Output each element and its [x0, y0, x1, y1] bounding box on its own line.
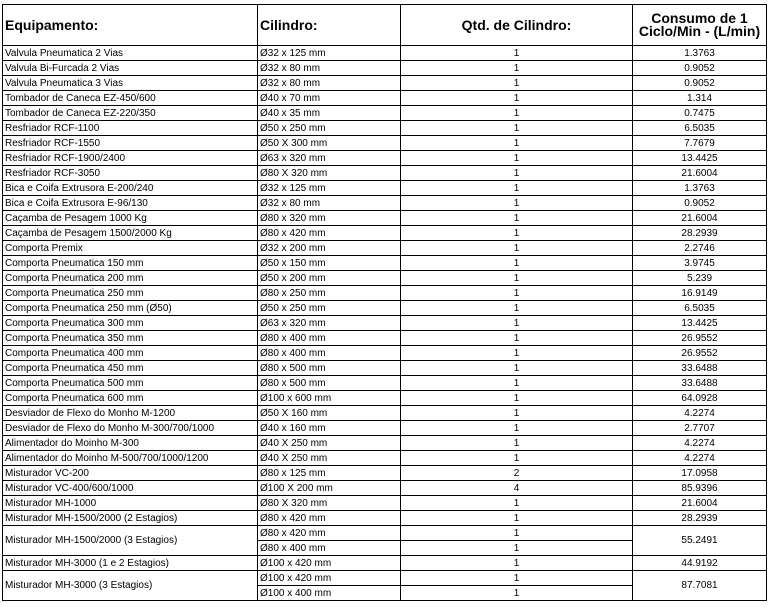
table-row	[3, 241, 767, 256]
cell-consumption: 6.5035	[633, 301, 767, 316]
cell-equipment: Tombador de Caneca EZ-450/600	[3, 91, 258, 106]
header-consumption-line1: Consumo de 1	[651, 10, 748, 26]
cell-qty: 1	[401, 346, 633, 361]
table-row	[3, 511, 767, 526]
table-row	[3, 196, 767, 211]
cell-equipment: Comporta Pneumatica 500 mm	[3, 376, 258, 391]
cell-cylinder: Ø50 X 300 mm	[258, 136, 401, 151]
table-row	[3, 361, 767, 376]
cell-consumption: 4.2274	[633, 406, 767, 421]
cell-equipment: Bica e Coifa Extrusora E-200/240	[3, 181, 258, 196]
cell-consumption: 4.2274	[633, 436, 767, 451]
cell-consumption: 13.4425	[633, 316, 767, 331]
table-row	[3, 136, 767, 151]
table-row	[3, 106, 767, 121]
cell-qty: 1	[401, 421, 633, 436]
cell-consumption: 1.314	[633, 91, 767, 106]
cell-cylinder: Ø80 x 250 mm	[258, 286, 401, 301]
cell-cylinder: Ø32 x 125 mm	[258, 46, 401, 61]
cell-equipment: Comporta Pneumatica 250 mm (Ø50)	[3, 301, 258, 316]
cell-consumption: 33.6488	[633, 361, 767, 376]
cell-consumption: 17.0958	[633, 466, 767, 481]
cell-consumption: 21.6004	[633, 166, 767, 181]
cell-qty: 1	[401, 511, 633, 526]
cell-cylinder: Ø80 x 500 mm	[258, 376, 401, 391]
cell-equipment: Resfriador RCF-3050	[3, 166, 258, 181]
table-row	[3, 46, 767, 61]
cell-qty: 1	[401, 436, 633, 451]
table-row	[3, 406, 767, 421]
cell-consumption: 6.5035	[633, 121, 767, 136]
table-row	[3, 436, 767, 451]
cell-cylinder: Ø80 x 320 mm	[258, 211, 401, 226]
cell-qty: 1	[401, 226, 633, 241]
table-row	[3, 496, 767, 511]
cell-qty: 1	[401, 211, 633, 226]
cell-consumption: 55.2491	[633, 526, 767, 556]
table-row	[3, 181, 767, 196]
cell-consumption: 85.9396	[633, 481, 767, 496]
cell-consumption: 3.9745	[633, 256, 767, 271]
cell-qty: 1	[401, 376, 633, 391]
cell-cylinder: Ø80 x 420 mm	[258, 226, 401, 241]
cell-qty: 1	[401, 271, 633, 286]
cell-consumption: 2.2746	[633, 241, 767, 256]
cell-qty: 2	[401, 466, 633, 481]
cell-cylinder: Ø32 x 80 mm	[258, 61, 401, 76]
table-row	[3, 571, 767, 586]
cell-equipment: Misturador MH-1000	[3, 496, 258, 511]
cell-consumption: 13.4425	[633, 151, 767, 166]
cell-equipment: Tombador de Caneca EZ-220/350	[3, 106, 258, 121]
cell-qty: 1	[401, 301, 633, 316]
cell-cylinder: Ø80 X 320 mm	[258, 496, 401, 511]
cell-qty: 1	[401, 76, 633, 91]
cell-cylinder: Ø100 x 400 mm	[258, 586, 401, 601]
cell-equipment: Comporta Pneumatica 300 mm	[3, 316, 258, 331]
table-body	[3, 46, 767, 601]
cell-equipment: Comporta Pneumatica 600 mm	[3, 391, 258, 406]
consumption-table-container	[2, 4, 767, 601]
table-row	[3, 271, 767, 286]
table-row	[3, 331, 767, 346]
cell-cylinder: Ø80 x 500 mm	[258, 361, 401, 376]
cell-equipment: Comporta Pneumatica 150 mm	[3, 256, 258, 271]
cell-qty: 1	[401, 286, 633, 301]
cell-qty: 1	[401, 61, 633, 76]
cell-equipment: Comporta Pneumatica 200 mm	[3, 271, 258, 286]
cell-consumption: 33.6488	[633, 376, 767, 391]
cell-cylinder: Ø50 x 200 mm	[258, 271, 401, 286]
table-row	[3, 301, 767, 316]
header-consumption	[633, 5, 767, 46]
cell-cylinder: Ø32 x 80 mm	[258, 196, 401, 211]
cell-qty: 1	[401, 196, 633, 211]
cell-qty: 1	[401, 331, 633, 346]
cell-cylinder: Ø63 x 320 mm	[258, 316, 401, 331]
header-consumption-line2: Ciclo/Min - (L/min)	[638, 23, 761, 39]
cell-consumption: 0.9052	[633, 196, 767, 211]
cell-consumption: 0.7475	[633, 106, 767, 121]
cell-equipment: Desviador de Flexo do Monho M-300/700/1000	[3, 421, 258, 436]
cell-cylinder: Ø40 x 70 mm	[258, 91, 401, 106]
cell-cylinder: Ø100 x 420 mm	[258, 556, 401, 571]
cell-cylinder: Ø40 x 160 mm	[258, 421, 401, 436]
table-row	[3, 421, 767, 436]
cell-cylinder: Ø50 x 250 mm	[258, 301, 401, 316]
cell-consumption: 4.2274	[633, 451, 767, 466]
cell-consumption: 0.9052	[633, 61, 767, 76]
table-row	[3, 451, 767, 466]
cell-cylinder: Ø80 x 125 mm	[258, 466, 401, 481]
table-row	[3, 226, 767, 241]
table-row	[3, 556, 767, 571]
cell-equipment: Misturador MH-1500/2000 (2 Estagios)	[3, 511, 258, 526]
cell-consumption: 28.2939	[633, 226, 767, 241]
cell-cylinder: Ø32 x 125 mm	[258, 181, 401, 196]
cell-consumption: 5.239	[633, 271, 767, 286]
table-row	[3, 61, 767, 76]
cell-cylinder: Ø100 X 200 mm	[258, 481, 401, 496]
cell-equipment: Misturador MH-1500/2000 (3 Estagios)	[3, 526, 258, 556]
cell-consumption: 44.9192	[633, 556, 767, 571]
cell-qty: 1	[401, 166, 633, 181]
header-qty: Qtd. de Cilindro:	[401, 5, 633, 46]
cell-consumption: 21.6004	[633, 496, 767, 511]
cell-cylinder: Ø50 x 250 mm	[258, 121, 401, 136]
cell-equipment: Valvula Pneumatica 2 Vias	[3, 46, 258, 61]
cell-consumption: 2.7707	[633, 421, 767, 436]
cell-consumption: 1.3763	[633, 181, 767, 196]
cell-qty: 1	[401, 391, 633, 406]
cell-equipment: Alimentador do Moinho M-300	[3, 436, 258, 451]
cell-consumption: 0.9052	[633, 76, 767, 91]
header-cylinder: Cilindro:	[258, 5, 401, 46]
table-row	[3, 151, 767, 166]
cell-consumption: 26.9552	[633, 346, 767, 361]
cell-cylinder: Ø32 x 80 mm	[258, 76, 401, 91]
cell-equipment: Comporta Pneumatica 250 mm	[3, 286, 258, 301]
cell-consumption: 1.3763	[633, 46, 767, 61]
cell-equipment: Misturador MH-3000 (1 e 2 Estagios)	[3, 556, 258, 571]
cell-qty: 1	[401, 181, 633, 196]
cell-equipment: Resfriador RCF-1100	[3, 121, 258, 136]
cell-qty: 1	[401, 571, 633, 586]
cell-consumption: 28.2939	[633, 511, 767, 526]
cell-cylinder: Ø80 x 420 mm	[258, 526, 401, 541]
cell-qty: 1	[401, 526, 633, 541]
cell-qty: 1	[401, 136, 633, 151]
cell-equipment: Comporta Pneumatica 350 mm	[3, 331, 258, 346]
cell-cylinder: Ø32 x 200 mm	[258, 241, 401, 256]
cell-equipment: Resfriador RCF-1550	[3, 136, 258, 151]
cell-equipment: Comporta Pneumatica 400 mm	[3, 346, 258, 361]
cell-cylinder: Ø40 X 250 mm	[258, 436, 401, 451]
table-row	[3, 481, 767, 496]
table-row	[3, 91, 767, 106]
cell-equipment: Resfriador RCF-1900/2400	[3, 151, 258, 166]
table-row	[3, 526, 767, 541]
cell-consumption: 16.9149	[633, 286, 767, 301]
consumption-table	[2, 4, 767, 601]
cell-qty: 1	[401, 496, 633, 511]
cell-equipment: Bica e Coifa Extrusora E-96/130	[3, 196, 258, 211]
cell-equipment: Caçamba de Pesagem 1000 Kg	[3, 211, 258, 226]
table-row	[3, 466, 767, 481]
cell-consumption: 21.6004	[633, 211, 767, 226]
cell-cylinder: Ø63 x 320 mm	[258, 151, 401, 166]
cell-qty: 1	[401, 256, 633, 271]
cell-equipment: Comporta Pneumatica 450 mm	[3, 361, 258, 376]
table-row	[3, 286, 767, 301]
cell-equipment: Misturador VC-400/600/1000	[3, 481, 258, 496]
cell-cylinder: Ø50 X 160 mm	[258, 406, 401, 421]
cell-cylinder: Ø100 x 600 mm	[258, 391, 401, 406]
cell-equipment: Comporta Premix	[3, 241, 258, 256]
cell-qty: 4	[401, 481, 633, 496]
cell-cylinder: Ø40 X 250 mm	[258, 451, 401, 466]
cell-equipment: Valvula Pneumatica 3 Vias	[3, 76, 258, 91]
cell-qty: 1	[401, 541, 633, 556]
cell-qty: 1	[401, 91, 633, 106]
cell-equipment: Misturador MH-3000 (3 Estagios)	[3, 571, 258, 601]
table-row	[3, 121, 767, 136]
table-row	[3, 316, 767, 331]
cell-qty: 1	[401, 556, 633, 571]
table-row	[3, 166, 767, 181]
cell-qty: 1	[401, 121, 633, 136]
table-header-row	[3, 5, 767, 46]
cell-qty: 1	[401, 451, 633, 466]
cell-qty: 1	[401, 316, 633, 331]
cell-equipment: Caçamba de Pesagem 1500/2000 Kg	[3, 226, 258, 241]
table-row	[3, 376, 767, 391]
cell-cylinder: Ø80 x 420 mm	[258, 511, 401, 526]
cell-cylinder: Ø80 x 400 mm	[258, 541, 401, 556]
cell-cylinder: Ø40 x 35 mm	[258, 106, 401, 121]
cell-equipment: Valvula Bi-Furcada 2 Vias	[3, 61, 258, 76]
cell-qty: 1	[401, 406, 633, 421]
cell-consumption: 87.7081	[633, 571, 767, 601]
cell-qty: 1	[401, 46, 633, 61]
table-row	[3, 211, 767, 226]
cell-qty: 1	[401, 241, 633, 256]
table-row	[3, 256, 767, 271]
cell-cylinder: Ø80 X 320 mm	[258, 166, 401, 181]
cell-cylinder: Ø80 x 400 mm	[258, 346, 401, 361]
table-row	[3, 76, 767, 91]
cell-qty: 1	[401, 586, 633, 601]
cell-qty: 1	[401, 106, 633, 121]
table-row	[3, 391, 767, 406]
cell-cylinder: Ø50 x 150 mm	[258, 256, 401, 271]
cell-consumption: 26.9552	[633, 331, 767, 346]
cell-qty: 1	[401, 151, 633, 166]
table-row	[3, 346, 767, 361]
cell-equipment: Misturador VC-200	[3, 466, 258, 481]
cell-cylinder: Ø100 x 420 mm	[258, 571, 401, 586]
cell-equipment: Desviador de Flexo do Monho M-1200	[3, 406, 258, 421]
cell-cylinder: Ø80 x 400 mm	[258, 331, 401, 346]
cell-consumption: 7.7679	[633, 136, 767, 151]
header-equipment: Equipamento:	[3, 5, 258, 46]
cell-qty: 1	[401, 361, 633, 376]
cell-equipment: Alimentador do Moinho M-500/700/1000/1200	[3, 451, 258, 466]
cell-consumption: 64.0928	[633, 391, 767, 406]
